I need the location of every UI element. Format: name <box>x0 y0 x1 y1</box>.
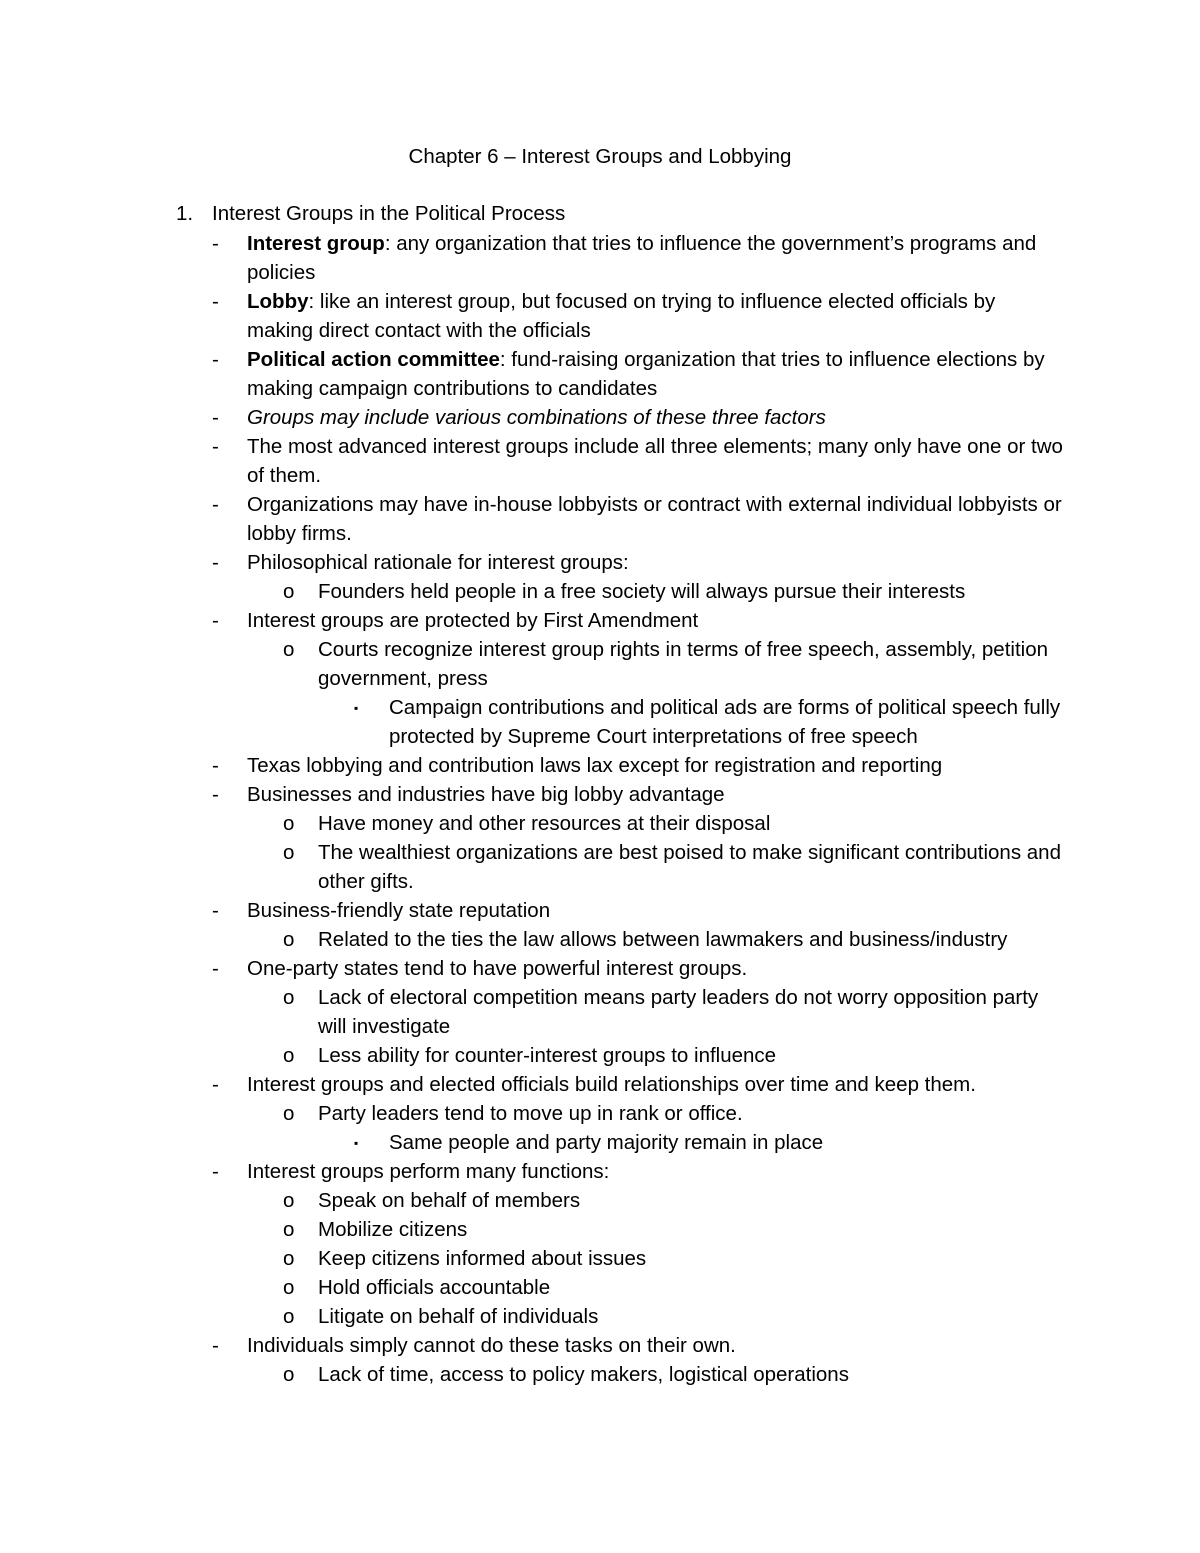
list-item: o Party leaders tend to move up in rank or office. <box>0 1099 1063 1128</box>
list-item: - Groups may include various combinations of these three factors <box>0 403 1067 432</box>
outline-list <box>0 229 1200 1389</box>
list-item: - Lobby: like an interest group, but focused on trying to influence elected officials by making direct contact with the officials <box>0 287 1067 345</box>
list-item: o Related to the ties the law allows between lawmakers and business/industry <box>0 925 1063 954</box>
dash-marker: - <box>212 1160 219 1183</box>
list-item: - Political action committee: fund-raising organization that tries to influence elections by making campaign contributions to candidates <box>0 345 1067 403</box>
dash-marker: - <box>212 435 219 458</box>
list-item: o Founders held people in a free society will always pursue their interests <box>0 577 1063 606</box>
term: Political action committee <box>247 348 500 371</box>
list-item: - Interest groups are protected by First Amendment <box>0 606 1067 635</box>
square-marker: ▪ <box>354 701 359 715</box>
dash-marker: - <box>212 754 219 777</box>
list-item: o The wealthiest organizations are best poised to make significant contributions and other gifts. <box>0 838 1063 896</box>
list-item: - One-party states tend to have powerful interest groups. <box>0 954 1067 983</box>
square-marker: ▪ <box>354 1136 359 1150</box>
circle-marker: o <box>283 1218 295 1241</box>
circle-marker: o <box>283 1247 295 1270</box>
circle-marker: o <box>283 580 295 603</box>
section-number: 1. <box>176 202 194 225</box>
dash-marker: - <box>212 406 219 429</box>
dash-marker: - <box>212 899 219 922</box>
list-item: - Organizations may have in-house lobbyists or contract with external individual lobbyists or lobby firms. <box>0 490 1067 548</box>
dash-marker: - <box>212 1073 219 1096</box>
list-item: - Interest groups and elected officials build relationships over time and keep them. <box>0 1070 1067 1099</box>
circle-marker: o <box>283 1363 295 1386</box>
circle-marker: o <box>283 1102 295 1125</box>
page-title: Chapter 6 – Interest Groups and Lobbying <box>408 145 792 168</box>
circle-marker: o <box>283 1305 295 1328</box>
list-item: - Interest group: any organization that tries to influence the government’s programs and policies <box>0 229 1067 287</box>
list-item: ▪ Campaign contributions and political ads are forms of political speech fully protected by Supreme Court interpretations of free speech <box>354 696 1061 748</box>
dash-marker: - <box>212 957 219 980</box>
circle-marker: o <box>283 841 295 864</box>
dash-marker: - <box>212 609 219 632</box>
list-item: - Philosophical rationale for interest groups: <box>0 548 1067 577</box>
dash-marker: - <box>212 232 219 255</box>
list-item: - Texas lobbying and contribution laws lax except for registration and reporting <box>0 751 1067 780</box>
dash-marker: - <box>212 290 219 313</box>
list-item: o Keep citizens informed about issues <box>0 1244 1063 1273</box>
list-item: - Businesses and industries have big lobby advantage <box>0 780 1067 809</box>
dash-marker: - <box>212 1334 219 1357</box>
circle-marker: o <box>283 812 295 835</box>
list-item: - Individuals simply cannot do these tasks on their own. <box>0 1331 1067 1360</box>
circle-marker: o <box>283 928 295 951</box>
list-item: o Mobilize citizens <box>0 1215 1063 1244</box>
list-item: - Interest groups perform many functions: <box>0 1157 1067 1186</box>
dash-marker: - <box>212 348 219 371</box>
list-item: o Have money and other resources at their disposal <box>0 809 1063 838</box>
list-item: ▪ Same people and party majority remain in place <box>0 1128 1069 1157</box>
section-title: Interest Groups in the Political Process <box>212 202 566 225</box>
dash-marker: - <box>212 783 219 806</box>
list-item: o Lack of electoral competition means party leaders do not worry opposition party will investigate <box>0 983 1063 1041</box>
list-item: o Hold officials accountable <box>0 1273 1063 1302</box>
dash-marker: - <box>212 493 219 516</box>
dash-marker: - <box>212 551 219 574</box>
circle-marker: o <box>283 638 295 661</box>
circle-marker: o <box>283 1044 295 1067</box>
circle-marker: o <box>283 1189 295 1212</box>
list-item: o Litigate on behalf of individuals <box>0 1302 1063 1331</box>
list-item: - Business-friendly state reputation <box>0 896 1067 925</box>
list-item: - The most advanced interest groups include all three elements; many only have one or two of them. <box>0 432 1067 490</box>
list-item: o Lack of time, access to policy makers, logistical operations <box>0 1360 1063 1389</box>
list-item: o Less ability for counter-interest groups to influence <box>0 1041 1063 1070</box>
list-item: o Courts recognize interest group rights in terms of free speech, assembly, petition government, press <box>0 635 1063 693</box>
circle-marker: o <box>283 986 295 1009</box>
circle-marker: o <box>283 1276 295 1299</box>
list-item: o Speak on behalf of members <box>0 1186 1063 1215</box>
term: Lobby <box>247 290 309 313</box>
term: Interest group <box>247 232 385 255</box>
